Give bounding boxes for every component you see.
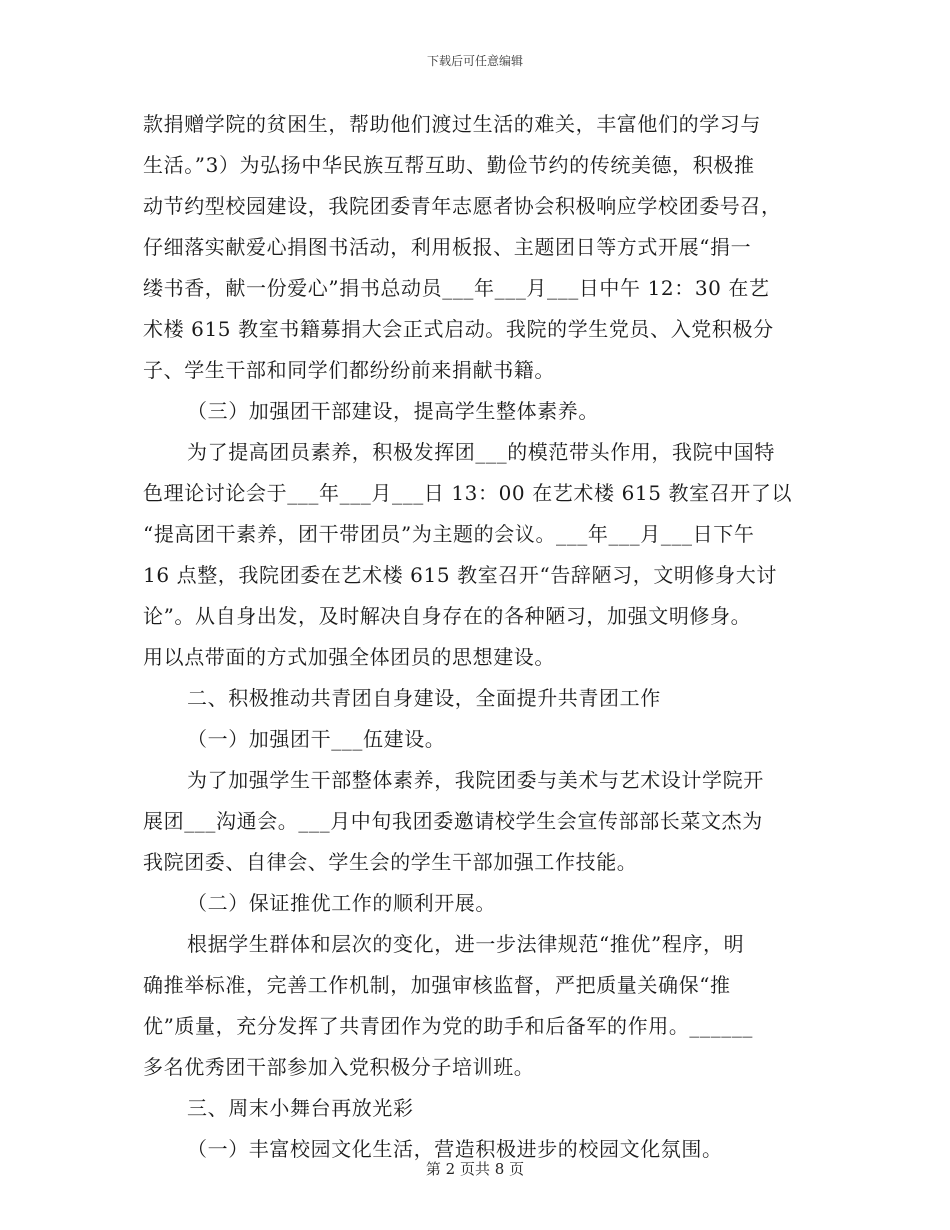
text-line: 确推举标准，完善工作机制，加强审核监督，严把质量关确保“推 (143, 973, 731, 997)
text-line: 子、学生干部和同学们都纷纷前来捐献书籍。 (143, 358, 555, 382)
text-line: 论”。从自身出发，及时解决自身存在的各种陋习，加强文明修身。 (143, 604, 752, 628)
text-line: 二、积极推动共青团自身建设，全面提升共青团工作 (187, 686, 661, 710)
text-line: 生活。”3）为弘扬中华民族互帮互助、勤俭节约的传统美德，积极推 (143, 153, 755, 177)
text-line: 三、周末小舞台再放光彩 (187, 1096, 414, 1120)
text-line: （一）加强团干___伍建设。 (187, 727, 446, 751)
text-line: 用以点带面的方式加强全体团员的思想建设。 (143, 645, 555, 669)
document-body (143, 104, 813, 1170)
text-line: 款捐赠学院的贫困生，帮助他们渡过生活的难关，丰富他们的学习与 (143, 112, 761, 136)
text-line: 为了提高团员素养，积极发挥团___的模范带头作用，我院中国特 (187, 440, 775, 464)
text-line: 我院团委、自律会、学生会的学生干部加强工作技能。 (143, 850, 638, 874)
text-line: 为了加强学生干部整体素养，我院团委与美术与艺术设计学院开 (187, 768, 764, 792)
text-line: 根据学生群体和层次的变化，进一步法律规范“推优”程序，明 (187, 932, 745, 956)
text-line: 动节约型校园建设，我院团委青年志愿者协会积极响应学校团委号召， (143, 194, 782, 218)
page-header: 下载后可任意编辑 (426, 54, 523, 68)
text-line: （一）丰富校园文化生活，营造积极进步的校园文化氛围。 (187, 1137, 723, 1161)
page-footer: 第 2 页共 8 页 (425, 1160, 525, 1178)
text-line: （三）加强团干部建设，提高学生整体素养。 (187, 399, 599, 423)
text-line: 仔细落实献爱心捐图书活动，利用板报、主题团日等方式开展“捐一 (143, 235, 752, 259)
text-line: 展团___沟通会。___月中旬我团委邀请校学生会宣传部部长菜文杰为 (143, 809, 763, 833)
text-line: 优”质量，充分发挥了共青团作为党的助手和后备军的作用。______ (143, 1014, 754, 1038)
text-line: 色理论讨论会于___年___月___日 13：00 在艺术楼 615 教室召开了以 (143, 481, 793, 505)
text-line: 缕书香，献一份爱心”捐书总动员___年___月___日中午 12：30 在艺 (143, 276, 770, 300)
text-line: “提高团干素养，团干带团员”为主题的会议。___年___月___日下午 (143, 522, 755, 546)
text-line: （二）保证推优工作的顺利开展。 (187, 891, 496, 915)
text-line: 术楼 615 教室书籍募捐大会正式启动。我院的学生党员、入党积极分 (143, 317, 774, 341)
text-line: 多名优秀团干部参加入党积极分子培训班。 (143, 1055, 535, 1079)
text-line: 16 点整，我院团委在艺术楼 615 教室召开“告辞陋习，文明修身大讨 (143, 563, 777, 587)
